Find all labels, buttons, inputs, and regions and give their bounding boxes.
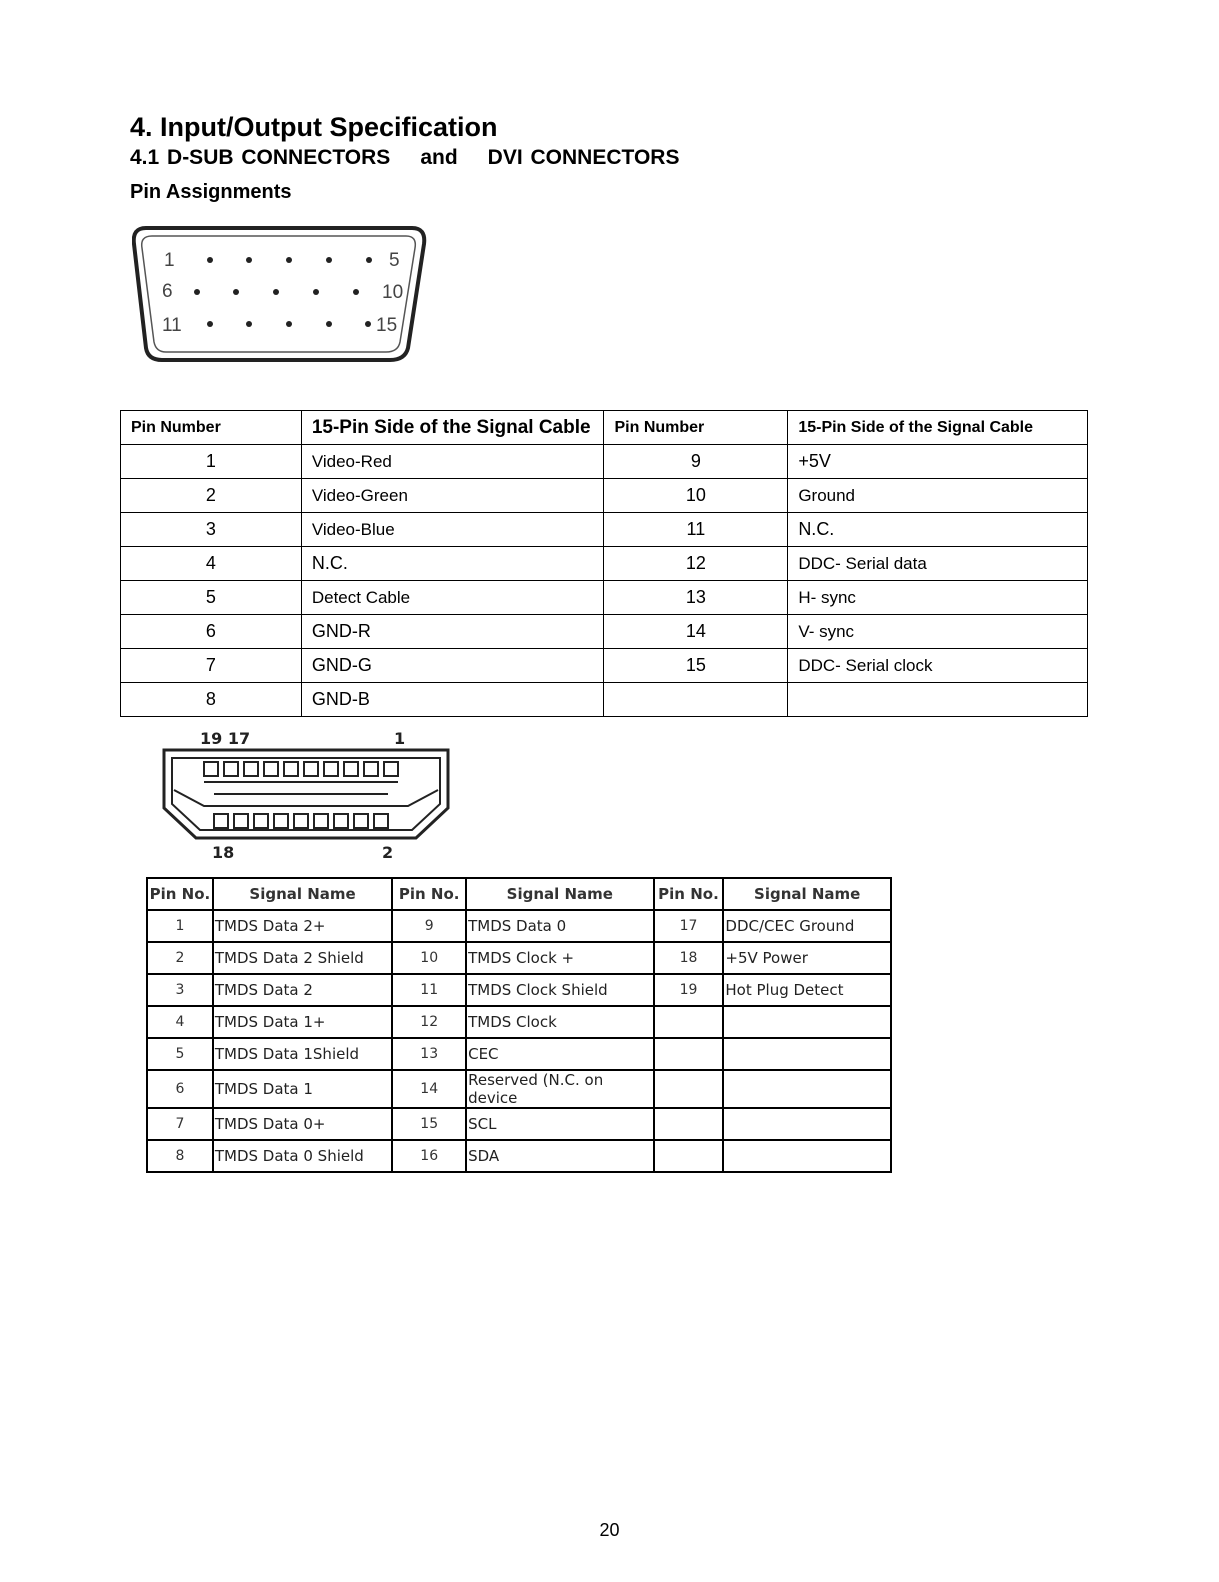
pin-number-cell: 9 [392, 910, 466, 942]
signal-name-cell: CEC [466, 1038, 653, 1070]
table-row [147, 1108, 891, 1140]
pin-number-cell: 4 [147, 1006, 213, 1038]
table-header-row [147, 878, 891, 910]
vga-label: 10 [382, 282, 404, 303]
vga-label: 5 [389, 250, 400, 271]
signal-name-cell: +5V [788, 445, 1088, 479]
table-row [121, 615, 1088, 649]
hdmi-label: 18 [212, 843, 235, 862]
pin-number-cell: 6 [121, 615, 302, 649]
signal-name-cell [723, 1108, 891, 1140]
table-row [147, 974, 891, 1006]
pin-number-cell [654, 1140, 724, 1172]
column-header: Signal Name [213, 878, 392, 910]
table-row [147, 942, 891, 974]
signal-name-cell: +5V Power [723, 942, 891, 974]
signal-name-cell: TMDS Data 2+ [213, 910, 392, 942]
signal-name-cell: Video-Green [301, 479, 604, 513]
table-row [121, 479, 1088, 513]
table-row [121, 445, 1088, 479]
table-row [121, 581, 1088, 615]
signal-name-cell: H- sync [788, 581, 1088, 615]
pin-number-cell: 8 [147, 1140, 213, 1172]
signal-name-cell: Ground [788, 479, 1088, 513]
vga-label: 15 [376, 315, 398, 336]
signal-name-cell: GND-G [301, 649, 604, 683]
table-row [121, 513, 1088, 547]
vga-pin-table [120, 410, 1088, 717]
column-header: Pin No. [392, 878, 466, 910]
pin-number-cell: 13 [392, 1038, 466, 1070]
column-header: Pin Number [121, 411, 302, 445]
signal-name-cell [723, 1070, 891, 1108]
signal-name-cell: N.C. [788, 513, 1088, 547]
hdmi-label: 19 17 [200, 729, 251, 748]
subheading-mid: and [420, 146, 458, 169]
signal-name-cell: N.C. [301, 547, 604, 581]
column-header: Pin No. [654, 878, 724, 910]
column-header: Signal Name [723, 878, 891, 910]
pin-number-cell: 11 [392, 974, 466, 1006]
section-subheading [130, 146, 679, 170]
pin-number-cell: 7 [121, 649, 302, 683]
pin-number-cell: 3 [147, 974, 213, 1006]
column-header: Signal Name [466, 878, 653, 910]
pin-number-cell: 12 [604, 547, 788, 581]
pin-assignments-title: Pin Assignments [130, 181, 292, 203]
signal-name-cell: SCL [466, 1108, 653, 1140]
column-header: Pin No. [147, 878, 213, 910]
pin-number-cell: 17 [654, 910, 724, 942]
signal-name-cell: GND-B [301, 683, 604, 717]
pin-number-cell: 7 [147, 1108, 213, 1140]
signal-name-cell [723, 1140, 891, 1172]
signal-name-cell: Video-Blue [301, 513, 604, 547]
page-number: 20 [599, 1520, 620, 1540]
pin-number-cell [654, 1038, 724, 1070]
signal-name-cell: Hot Plug Detect [723, 974, 891, 1006]
table-row [147, 1070, 891, 1108]
hdmi-pin-table [146, 877, 892, 1173]
signal-name-cell: DDC- Serial data [788, 547, 1088, 581]
pin-number-cell: 1 [121, 445, 302, 479]
pin-number-cell: 18 [654, 942, 724, 974]
signal-name-cell: TMDS Clock Shield [466, 974, 653, 1006]
signal-name-cell: TMDS Data 1 [213, 1070, 392, 1108]
pin-number-cell: 1 [147, 910, 213, 942]
signal-name-cell: TMDS Data 1Shield [213, 1038, 392, 1070]
pin-number-cell: 8 [121, 683, 302, 717]
pin-number-cell: 10 [604, 479, 788, 513]
subheading-right: DVI CONNECTORS [487, 146, 680, 169]
signal-name-cell: DDC- Serial clock [788, 649, 1088, 683]
hdmi-label: 2 [382, 843, 394, 862]
signal-name-cell [723, 1006, 891, 1038]
pin-number-cell [654, 1108, 724, 1140]
column-header: 15-Pin Side of the Signal Cable [301, 411, 604, 445]
pin-number-cell: 14 [392, 1070, 466, 1108]
pin-number-cell: 3 [121, 513, 302, 547]
pin-number-cell: 9 [604, 445, 788, 479]
vga-label: 1 [164, 250, 175, 271]
vga-connector-diagram [132, 224, 428, 364]
signal-name-cell: V- sync [788, 615, 1088, 649]
table-row [121, 683, 1088, 717]
table-header-row [121, 411, 1088, 445]
pin-number-cell: 4 [121, 547, 302, 581]
signal-name-cell: TMDS Data 1+ [213, 1006, 392, 1038]
signal-name-cell: TMDS Data 0 Shield [213, 1140, 392, 1172]
table-row [147, 1038, 891, 1070]
pin-number-cell: 15 [392, 1108, 466, 1140]
pin-number-cell: 15 [604, 649, 788, 683]
table-row [147, 1006, 891, 1038]
pin-number-cell: 13 [604, 581, 788, 615]
pin-number-cell: 10 [392, 942, 466, 974]
subheading-left: 4.1 D-SUB CONNECTORS [130, 146, 391, 169]
column-header: Pin Number [604, 411, 788, 445]
vga-label: 11 [162, 315, 182, 336]
signal-name-cell: Video-Red [301, 445, 604, 479]
pin-number-cell: 16 [392, 1140, 466, 1172]
table-row [121, 547, 1088, 581]
signal-name-cell: Reserved (N.C. on device [466, 1070, 653, 1108]
signal-name-cell [788, 683, 1088, 717]
pin-number-cell: 2 [147, 942, 213, 974]
pin-number-cell: 19 [654, 974, 724, 1006]
pin-number-cell [654, 1070, 724, 1108]
pin-number-cell: 14 [604, 615, 788, 649]
table-row [147, 1140, 891, 1172]
signal-name-cell [723, 1038, 891, 1070]
pin-number-cell: 12 [392, 1006, 466, 1038]
signal-name-cell: SDA [466, 1140, 653, 1172]
signal-name-cell: TMDS Clock + [466, 942, 653, 974]
page-heading: 4. Input/Output Specification [130, 112, 498, 142]
signal-name-cell: Detect Cable [301, 581, 604, 615]
pin-number-cell: 2 [121, 479, 302, 513]
column-header: 15-Pin Side of the Signal Cable [788, 411, 1088, 445]
pin-number-cell: 5 [147, 1038, 213, 1070]
pin-number-cell: 5 [121, 581, 302, 615]
signal-name-cell: TMDS Data 0 [466, 910, 653, 942]
signal-name-cell: GND-R [301, 615, 604, 649]
hdmi-label: 1 [394, 729, 406, 748]
pin-number-cell [654, 1006, 724, 1038]
pin-number-cell: 6 [147, 1070, 213, 1108]
signal-name-cell: TMDS Data 2 [213, 974, 392, 1006]
vga-label: 6 [162, 281, 173, 302]
pin-number-cell [604, 683, 788, 717]
signal-name-cell: TMDS Clock [466, 1006, 653, 1038]
signal-name-cell: TMDS Data 2 Shield [213, 942, 392, 974]
signal-name-cell: DDC/CEC Ground [723, 910, 891, 942]
table-row [121, 649, 1088, 683]
pin-number-cell: 11 [604, 513, 788, 547]
signal-name-cell: TMDS Data 0+ [213, 1108, 392, 1140]
table-row [147, 910, 891, 942]
hdmi-connector-diagram [158, 728, 454, 868]
